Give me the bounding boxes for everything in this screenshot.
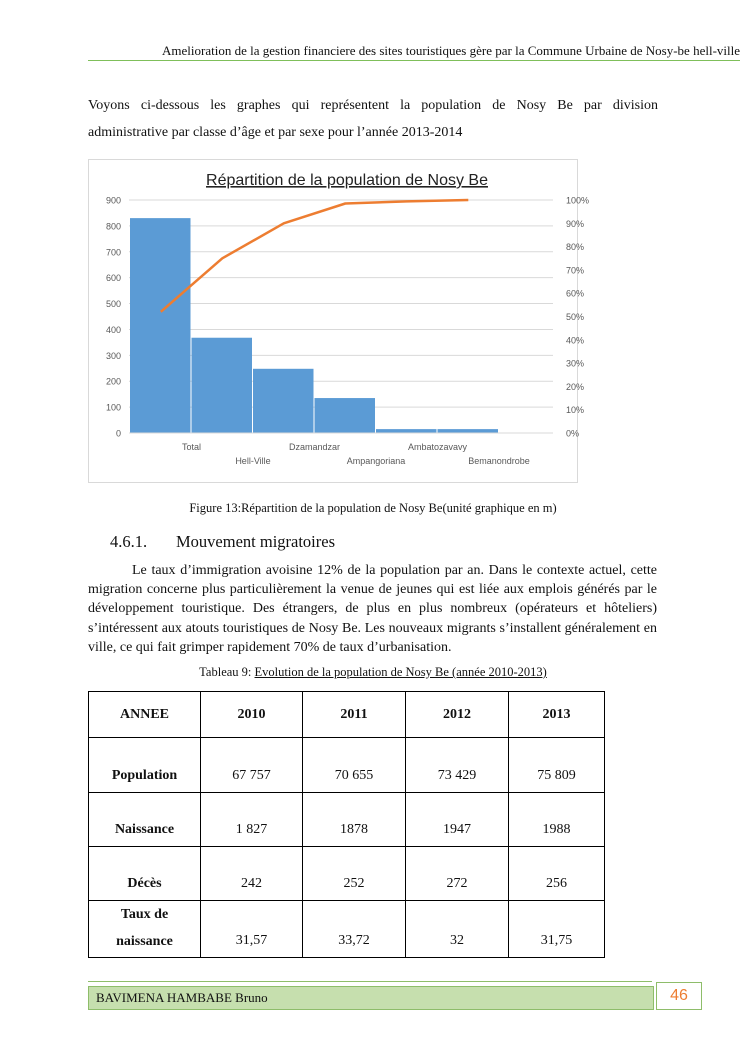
x-category-label: Bemanondrobe (468, 456, 530, 466)
x-category-label: Ambatozavavy (407, 442, 468, 452)
intro-line-1: Voyons ci-dessous les graphes qui représentent la population de Nosy Be par division (88, 98, 658, 113)
row-label: Population (89, 738, 201, 793)
y-left-tick-label: 700 (105, 247, 121, 258)
table-cell: 75 809 (509, 738, 605, 793)
table-row (89, 738, 605, 793)
y-right-tick-label: 100% (566, 195, 590, 206)
page-number: 46 (656, 982, 702, 1010)
population-table (88, 691, 605, 958)
table-row (89, 847, 605, 901)
row-label: Taux de naissance (89, 901, 201, 958)
section-heading (110, 532, 335, 552)
table-cell: 1878 (303, 793, 406, 847)
section-title: Mouvement migratoires (176, 532, 336, 551)
y-right-tick-label: 20% (566, 381, 585, 392)
header-cell: 2013 (509, 692, 605, 738)
table-cell: 73 429 (406, 738, 509, 793)
y-left-tick-label: 0 (115, 428, 121, 439)
bar (315, 398, 376, 433)
table-cell: 67 757 (201, 738, 303, 793)
x-category-label: Ampangoriana (346, 456, 406, 466)
bar (253, 369, 314, 433)
footer-author: BAVIMENA HAMBABE Bruno (96, 990, 268, 1005)
table-cell: 272 (406, 847, 509, 901)
table-cell: 1 827 (201, 793, 303, 847)
y-left-tick-label: 200 (105, 376, 121, 387)
y-left-tick-label: 500 (105, 299, 121, 310)
table-cell: 1947 (406, 793, 509, 847)
chart-svg (89, 160, 590, 482)
header-cell: 2011 (303, 692, 406, 738)
table-header-row (89, 692, 605, 738)
bar (376, 429, 437, 433)
table-cell: 1988 (509, 793, 605, 847)
row-label: Décès (89, 847, 201, 901)
header-cell: ANNEE (89, 692, 201, 738)
table-cell: 256 (509, 847, 605, 901)
y-right-tick-label: 40% (566, 335, 585, 346)
cumulative-line (161, 200, 469, 312)
y-left-tick-label: 400 (105, 324, 121, 335)
y-right-tick-label: 50% (566, 312, 585, 322)
header-rule (88, 60, 740, 61)
y-left-tick-label: 900 (105, 195, 121, 206)
table-caption (88, 665, 658, 680)
pareto-chart (88, 159, 590, 483)
y-left-tick-label: 600 (105, 273, 121, 284)
header-cell: 2012 (406, 692, 509, 738)
y-left-tick-label: 100 (105, 402, 121, 413)
y-right-tick-label: 10% (566, 405, 585, 416)
table-cell: 31,75 (509, 901, 605, 958)
table-caption-prefix: Tableau 9: (199, 665, 255, 679)
y-right-tick-label: 70% (566, 265, 585, 276)
footer-rule (88, 981, 652, 982)
table-cell: 32 (406, 901, 509, 958)
y-right-tick-label: 90% (566, 218, 585, 229)
y-right-tick-label: 60% (566, 288, 585, 299)
x-category-label: Total (181, 442, 202, 452)
chart-title: Répartition de la population de Nosy Be (206, 172, 488, 189)
row-label: Naissance (89, 793, 201, 847)
bar (438, 429, 499, 433)
table-cell: 31,57 (201, 901, 303, 958)
migration-paragraph (88, 561, 657, 657)
y-right-tick-label: 0% (566, 428, 580, 439)
intro-paragraph (88, 92, 658, 146)
figure-caption: Figure 13:Répartition de la population de Nosy Be(unité graphique en m) (189, 501, 557, 515)
intro-line-2: administrative par classe d’âge et par sexe pour l’année 2013-2014 (88, 125, 463, 140)
y-right-tick-label: 80% (566, 242, 585, 253)
header-cell: 2010 (201, 692, 303, 738)
y-left-tick-label: 300 (105, 350, 121, 361)
table-row (89, 901, 605, 958)
x-category-label: Dzamandzar (288, 442, 341, 452)
migration-text: Le taux d’immigration avoisine 12% de la population par an. Dans le contexte actuel, cette migration concerne plus particulièrement la venue de jeunes qui est liée aux emplois générés par le développement touristique. Des étrangers, de plus en plus nombreux (opérateurs et hôteliers) s’intéressent aux atouts touristiques de Nosy Be. Les nouveaux migrants s’installent généralement en ville, ce qui fait grimper rapidement 70% de taux d’urbanisation. (88, 563, 657, 655)
y-right-tick-label: 30% (566, 358, 585, 369)
bar (130, 218, 191, 433)
y-left-tick-label: 800 (105, 221, 121, 232)
table-caption-title: Evolution de la population de Nosy Be (année 2010-2013) (254, 665, 547, 679)
table-cell: 33,72 (303, 901, 406, 958)
table-row (89, 793, 605, 847)
x-category-label: Hell-Ville (235, 456, 271, 466)
running-header: Amelioration de la gestion financiere des sites touristiques gère par la Commune Urbaine de Nosy-be hell-ville (162, 43, 740, 58)
section-number: 4.6.1. (110, 532, 148, 551)
table-cell: 242 (201, 847, 303, 901)
bar (192, 338, 253, 433)
table-cell: 70 655 (303, 738, 406, 793)
table-cell: 252 (303, 847, 406, 901)
